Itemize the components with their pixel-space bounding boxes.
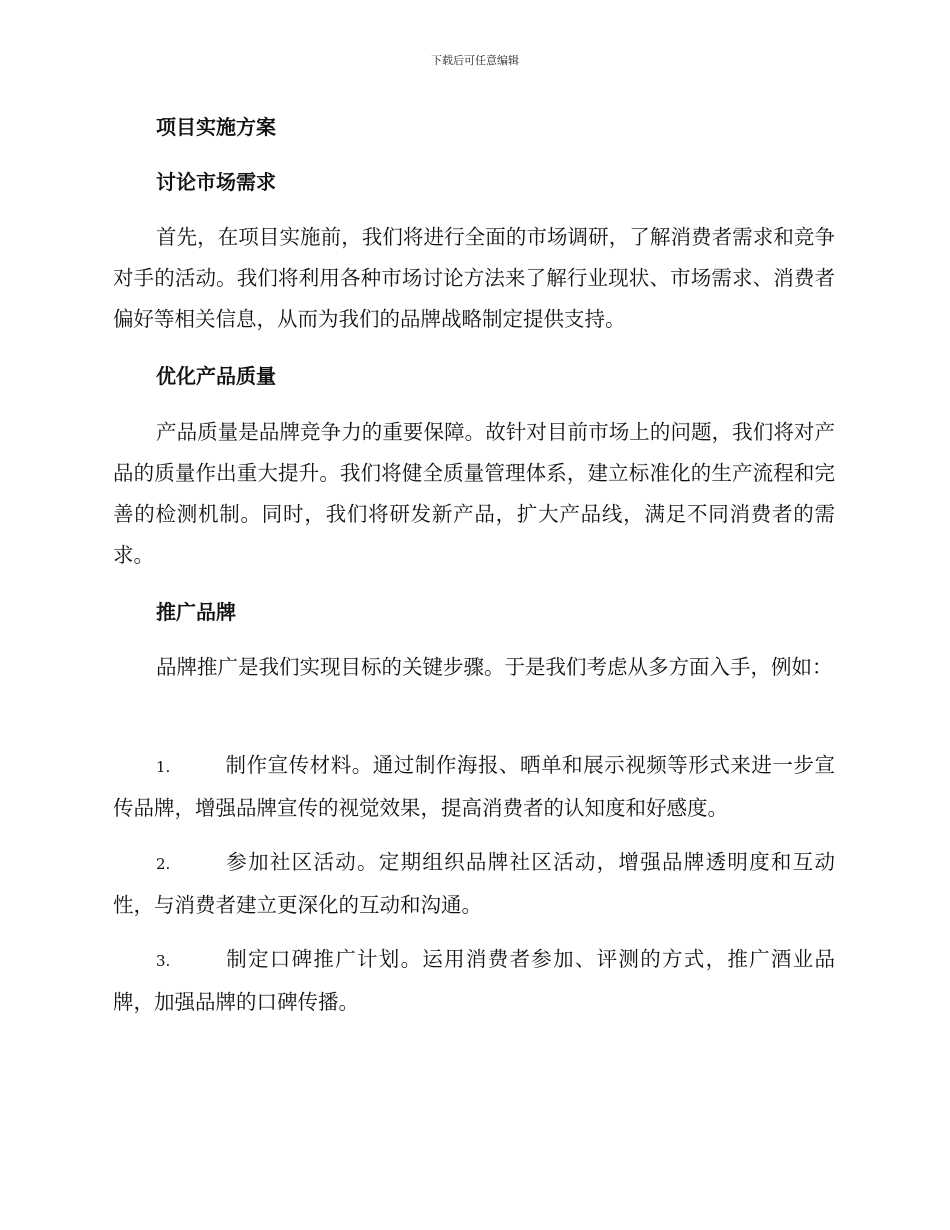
list-item-text: 制定口碑推广计划。运用消费者参加、评测的方式，推广酒业品牌，加强品牌的口碑传播。 bbox=[113, 947, 835, 1014]
list-item-text: 参加社区活动。定期组织品牌社区活动，增强品牌透明度和互动性，与消费者建立更深化的互动和沟通。 bbox=[113, 850, 835, 917]
page-header-note: 下载后可任意编辑 bbox=[431, 54, 519, 67]
paragraph-product-quality: 产品质量是品牌竞争力的重要保障。故针对目前市场上的问题，我们将对产品的质量作出重大提升。我们将健全质量管理体系，建立标准化的生产流程和完善的检测机制。同时，我们将研发新产品，扩大产品线，满足不同消费者的需求。 bbox=[113, 420, 835, 567]
list-item-2 bbox=[113, 842, 835, 926]
list-number: 3. bbox=[156, 952, 171, 970]
section-heading-market-research: 讨论市场需求 bbox=[156, 170, 276, 194]
section-heading-product-quality: 优化产品质量 bbox=[156, 364, 276, 388]
paragraph-market-research: 首先，在项目实施前，我们将进行全面的市场调研，了解消费者需求和竞争对手的活动。我们将利用各种市场讨论方法来了解行业现状、市场需求、消费者偏好等相关信息，从而为我们的品牌战略制定提供支持。 bbox=[113, 225, 835, 331]
list-number: 2. bbox=[156, 855, 171, 873]
list-number: 1. bbox=[156, 758, 171, 776]
document-title: 项目实施方案 bbox=[156, 115, 276, 139]
list-item-text: 制作宣传材料。通过制作海报、晒单和展示视频等形式来进一步宣传品牌，增强品牌宣传的视觉效果，提高消费者的认知度和好感度。 bbox=[113, 753, 835, 820]
list-item-1 bbox=[113, 745, 835, 829]
section-heading-brand-promotion: 推广品牌 bbox=[156, 600, 236, 624]
list-item-3 bbox=[113, 939, 835, 1023]
paragraph-brand-promotion: 品牌推广是我们实现目标的关键步骤。于是我们考虑从多方面入手，例如： bbox=[156, 655, 833, 679]
